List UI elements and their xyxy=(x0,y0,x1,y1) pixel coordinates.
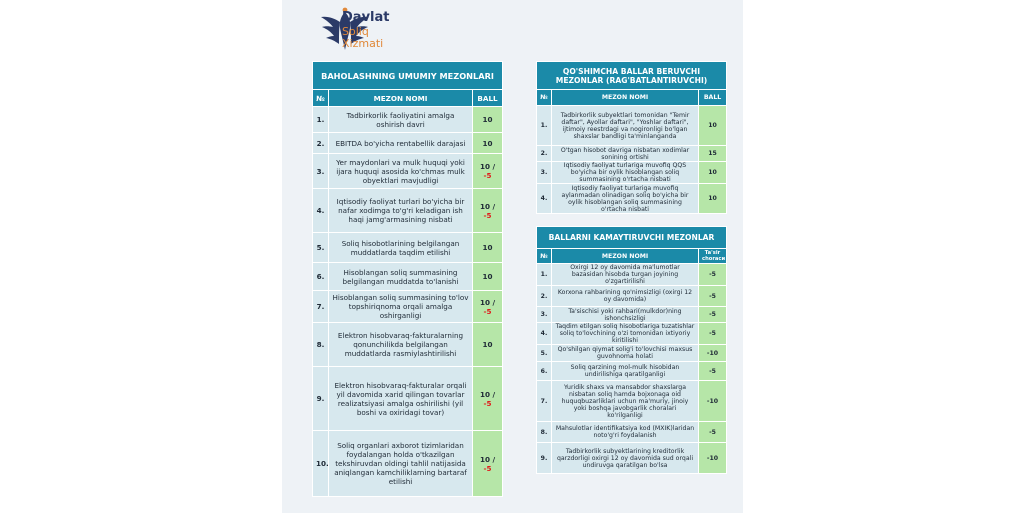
general-criteria-title: BAHOLASHNING UMUMIY MEZONLARI xyxy=(313,62,503,90)
table-row xyxy=(537,307,727,323)
table-row xyxy=(313,323,503,367)
criterion-name: Iqtisodiy faoliyat turlariga muvofiq aylanmadan olinadigan soliq bo'yicha bir oylik hisoblangan soliq summasining o'rtacha nisbati xyxy=(552,184,699,214)
criterion-name: Elektron hisobvaraq-fakturalarning qonunchilikda belgilangan muddatlarda rasmiylashtirilishi xyxy=(329,323,473,367)
criterion-name: Korxona rahbarining qo'nimsizligi (oxirgi 12 oy davomida) xyxy=(552,286,699,307)
col-effect-header: Ta'sir choraси xyxy=(699,249,727,264)
table-row xyxy=(537,345,727,362)
criterion-score: -5 xyxy=(699,422,727,443)
table-row xyxy=(537,362,727,381)
table-row xyxy=(537,184,727,214)
criterion-score: -10 xyxy=(699,443,727,474)
table-row xyxy=(537,146,727,162)
criterion-name: Soliq organlari axborot tizimlaridan foydalangan holda o'tkazilgan tekshiruvdan oldingi tahlil natijasida aniqlangan kamchiliklarning bartaraf etilishi xyxy=(329,431,473,497)
row-number: 9. xyxy=(537,443,552,474)
criterion-name: Taqdim etilgan soliq hisobotlariga tuzatishlar soliq to'lovchining o'zi tomonidan ixtiyoriy kiritilishi xyxy=(552,323,699,345)
criterion-score: 10 xyxy=(699,184,727,214)
criterion-score xyxy=(473,233,503,263)
criterion-name: Yer maydonlari va mulk huquqi yoki ijara huquqi asosida ko'chmas mulk obyektlari mavjudligi xyxy=(329,154,473,189)
criterion-score xyxy=(473,133,503,154)
criterion-score: 15 xyxy=(699,146,727,162)
row-number: 2. xyxy=(537,146,552,162)
logo-title: Davlat xyxy=(342,10,390,25)
score-value: 10 / xyxy=(479,201,496,211)
penalty-value: -5 xyxy=(483,210,492,220)
row-number: 5. xyxy=(537,345,552,362)
table-row xyxy=(537,162,727,184)
table-row xyxy=(537,443,727,474)
general-criteria-table xyxy=(312,61,503,497)
criterion-name: Soliq hisobotlarining belgilangan muddatlarda taqdim etilishi xyxy=(329,233,473,263)
penalty-value: -5 xyxy=(483,306,492,316)
score-value: 10 xyxy=(482,138,493,148)
score-value: 10 / xyxy=(479,297,496,307)
penalty-criteria-title: BALLARNI KAMAYTIRUVCHI MEZONLAR xyxy=(537,227,727,249)
row-number: 2. xyxy=(313,133,329,154)
criterion-name: Qo'shilgan qiymat solig'i to'lovchisi maxsus guvohnoma holati xyxy=(552,345,699,362)
score-value: 10 xyxy=(482,115,493,124)
criterion-name: Yuridik shaxs va mansabdor shaxslarga nisbatan soliq hamda bojxonaga oid huquqbuzarliklari uchun ma'muriy, jinoiy yoki boshqa javobgarlik choralari ko'rilganligi xyxy=(552,381,699,422)
logo-subtitle-2: Xizmati xyxy=(342,37,384,50)
table-row xyxy=(313,189,503,233)
row-number: 3. xyxy=(537,162,552,184)
col-name-header: MEZON NOMI xyxy=(329,90,473,107)
criterion-name: Oxirgi 12 oy davomida ma'lumotlar bazasidan hisobda turgan joyining o'zgartirilishi xyxy=(552,264,699,286)
row-number: 1. xyxy=(537,106,552,146)
table-row xyxy=(313,291,503,323)
table-row xyxy=(537,106,727,146)
criterion-score: -5 xyxy=(699,323,727,345)
row-number: 4. xyxy=(537,323,552,345)
col-number-header: № xyxy=(537,249,552,264)
table-row xyxy=(313,133,503,154)
criterion-name: Tadbirkorlik subyektlarining kreditorlik qarzdorligi oxirgi 12 oy davomida sud orqali undiruvga qaratilgan bo'lsa xyxy=(552,443,699,474)
criterion-name: Ta'sischisi yoki rahbari(mulkdor)ning ishonchsizligi xyxy=(552,307,699,323)
criterion-score: -10 xyxy=(699,345,727,362)
penalty-value: -5 xyxy=(483,398,492,408)
table-row xyxy=(313,431,503,497)
score-value: 10 xyxy=(482,340,493,349)
row-number: 3. xyxy=(313,154,329,189)
table-row xyxy=(313,107,503,133)
criterion-score: 10 xyxy=(699,162,727,184)
table-row xyxy=(313,233,503,263)
criterion-score: 10 xyxy=(699,106,727,146)
criterion-name: Hisoblangan soliq summasining belgilangan muddatda to'lanishi xyxy=(329,263,473,291)
score-value: 10 / xyxy=(479,162,496,171)
col-number-header: № xyxy=(313,90,329,107)
col-number-header: № xyxy=(537,90,552,106)
row-number: 6. xyxy=(313,263,329,291)
row-number: 1. xyxy=(537,264,552,286)
row-number: 6. xyxy=(537,362,552,381)
score-value: 10 / xyxy=(479,389,496,399)
score-value: 10 xyxy=(482,243,493,252)
col-name-header: MEZON NOMI xyxy=(552,90,699,106)
criterion-score xyxy=(473,189,503,233)
criterion-name: Iqtisodiy faoliyat turlari bo'yicha bir nafar xodimga to'g'ri keladigan ish haqi jamg'armasining nisbati xyxy=(329,189,473,233)
penalty-criteria-table xyxy=(536,226,727,474)
criterion-score: -5 xyxy=(699,307,727,323)
table-row xyxy=(313,154,503,189)
table-row xyxy=(537,286,727,307)
criterion-score xyxy=(473,107,503,133)
criterion-score xyxy=(473,431,503,497)
row-number: 7. xyxy=(537,381,552,422)
criterion-name: Elektron hisobvaraq-fakturalar orqali yil davomida xarid qilingan tovarlar realizatsiyasi amalga oshirilishi (yil boshi va oxiridagi tovar) xyxy=(329,367,473,431)
criterion-score xyxy=(473,263,503,291)
criterion-score: -5 xyxy=(699,264,727,286)
table-row xyxy=(537,323,727,345)
row-number: 1. xyxy=(313,107,329,133)
criterion-score: -5 xyxy=(699,286,727,307)
criterion-score xyxy=(473,367,503,431)
penalty-value: -5 xyxy=(483,463,492,473)
row-number: 10. xyxy=(313,431,329,497)
row-number: 2. xyxy=(537,286,552,307)
table-row xyxy=(313,367,503,431)
bonus-criteria-title: QO'SHIMCHA BALLAR BERUVCHI MEZONLAR (RAG'BATLANTIRUVCHI) xyxy=(537,62,727,90)
row-number: 5. xyxy=(313,233,329,263)
criterion-score: -10 xyxy=(699,381,727,422)
criterion-name: EBITDA bo'yicha rentabellik darajasi xyxy=(329,133,473,154)
table-row xyxy=(537,422,727,443)
row-number: 8. xyxy=(537,422,552,443)
table-row xyxy=(313,263,503,291)
col-ball-header: BALL xyxy=(473,90,503,107)
table-row xyxy=(537,264,727,286)
logo-subtitle-1: Soliq xyxy=(342,25,369,38)
criterion-score: -5 xyxy=(699,362,727,381)
score-value: 10 xyxy=(482,272,493,281)
criterion-name: Mahsulotlar identifikatsiya kod (MXIK)laridan noto'g'ri foydalanish xyxy=(552,422,699,443)
criterion-name: Tadbirkorlik faoliyatini amalga oshirish davri xyxy=(329,107,473,133)
col-ball-header: BALL xyxy=(699,90,727,106)
row-number: 3. xyxy=(537,307,552,323)
criterion-score xyxy=(473,154,503,189)
row-number: 9. xyxy=(313,367,329,431)
bonus-criteria-table xyxy=(536,61,727,214)
criterion-score xyxy=(473,291,503,323)
row-number: 4. xyxy=(537,184,552,214)
penalty-value: -5 xyxy=(483,171,492,180)
score-value: 10 / xyxy=(479,454,496,464)
table-row xyxy=(537,381,727,422)
criterion-score xyxy=(473,323,503,367)
criterion-name: O'tgan hisobot davriga nisbatan xodimlar sonining ortishi xyxy=(552,146,699,162)
row-number: 7. xyxy=(313,291,329,323)
row-number: 4. xyxy=(313,189,329,233)
criterion-name: Hisoblangan soliq summasining to'lov topshiriqnoma orqali amalga oshirganligi xyxy=(329,291,473,323)
row-number: 8. xyxy=(313,323,329,367)
criterion-name: Tadbirkorlik subyektlari tomonidan "Temir daftar", Ayollar daftari", "Yoshlar daftari", ijtimoiy reestrdagi va nogironligi bo'lgan shaxslar bandligi ta'minlanganda xyxy=(552,106,699,146)
col-name-header: MEZON NOMI xyxy=(552,249,699,264)
criterion-name: Soliq qarzining mol-mulk hisobidan undirilishiga qaratilganligi xyxy=(552,362,699,381)
criterion-name: Iqtisodiy faoliyat turlariga muvofiq QQS bo'yicha bir oylik hisoblangan soliq summasining o'rtacha nisbati xyxy=(552,162,699,184)
